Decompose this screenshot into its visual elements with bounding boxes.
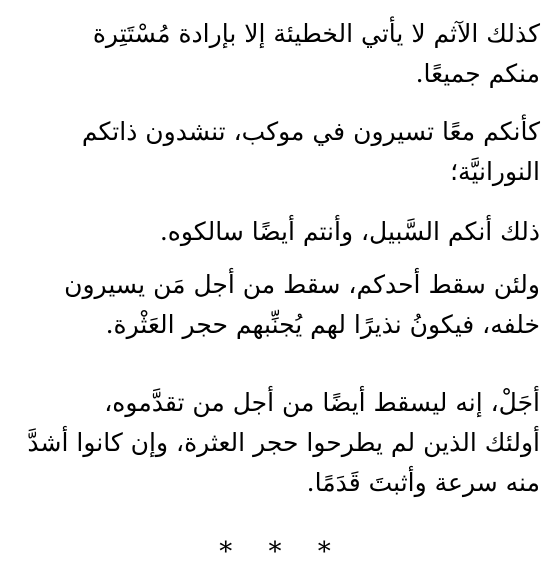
paragraph-1-line-1: كذلك الآثم لا يأتي الخطيئة إلا بإرادة مُسْتَتِرة (92, 19, 540, 48)
paragraph-4-line-1: ولئن سقط أحدكم، سقط من أجل مَن يسيرون (64, 270, 540, 299)
paragraph-1-line-2: منكم جميعًا. (415, 59, 540, 88)
paragraph-2-line-2: النورانيَّة؛ (450, 157, 540, 186)
paragraph-4-line-2: خلفه، فيكونُ نذيرًا لهم يُجنِّبهم حجر العَثْرة. (105, 310, 540, 339)
separator-star: * (317, 537, 331, 567)
paragraph-5-line-3: منه سرعة وأثبتَ قَدَمًا. (306, 468, 540, 497)
paragraph-3-line-1: ذلك أنكم السَّبيل، وأنتم أيضًا سالكوه. (159, 217, 540, 246)
section-separator (0, 532, 550, 572)
separator-star: * (268, 537, 282, 567)
paragraph-2-line-1: كأنكم معًا تسيرون في موكب، تنشدون ذاتكم (81, 117, 540, 146)
paragraph-5-line-2: أولئك الذين لم يطرحوا حجر العثرة، وإن كانوا أشدَّ (27, 428, 540, 457)
separator-star: * (219, 537, 233, 567)
paragraph-5-line-1: أجَلْ، إنه ليسقط أيضًا من أجل من تقدَّموه، (104, 388, 540, 417)
